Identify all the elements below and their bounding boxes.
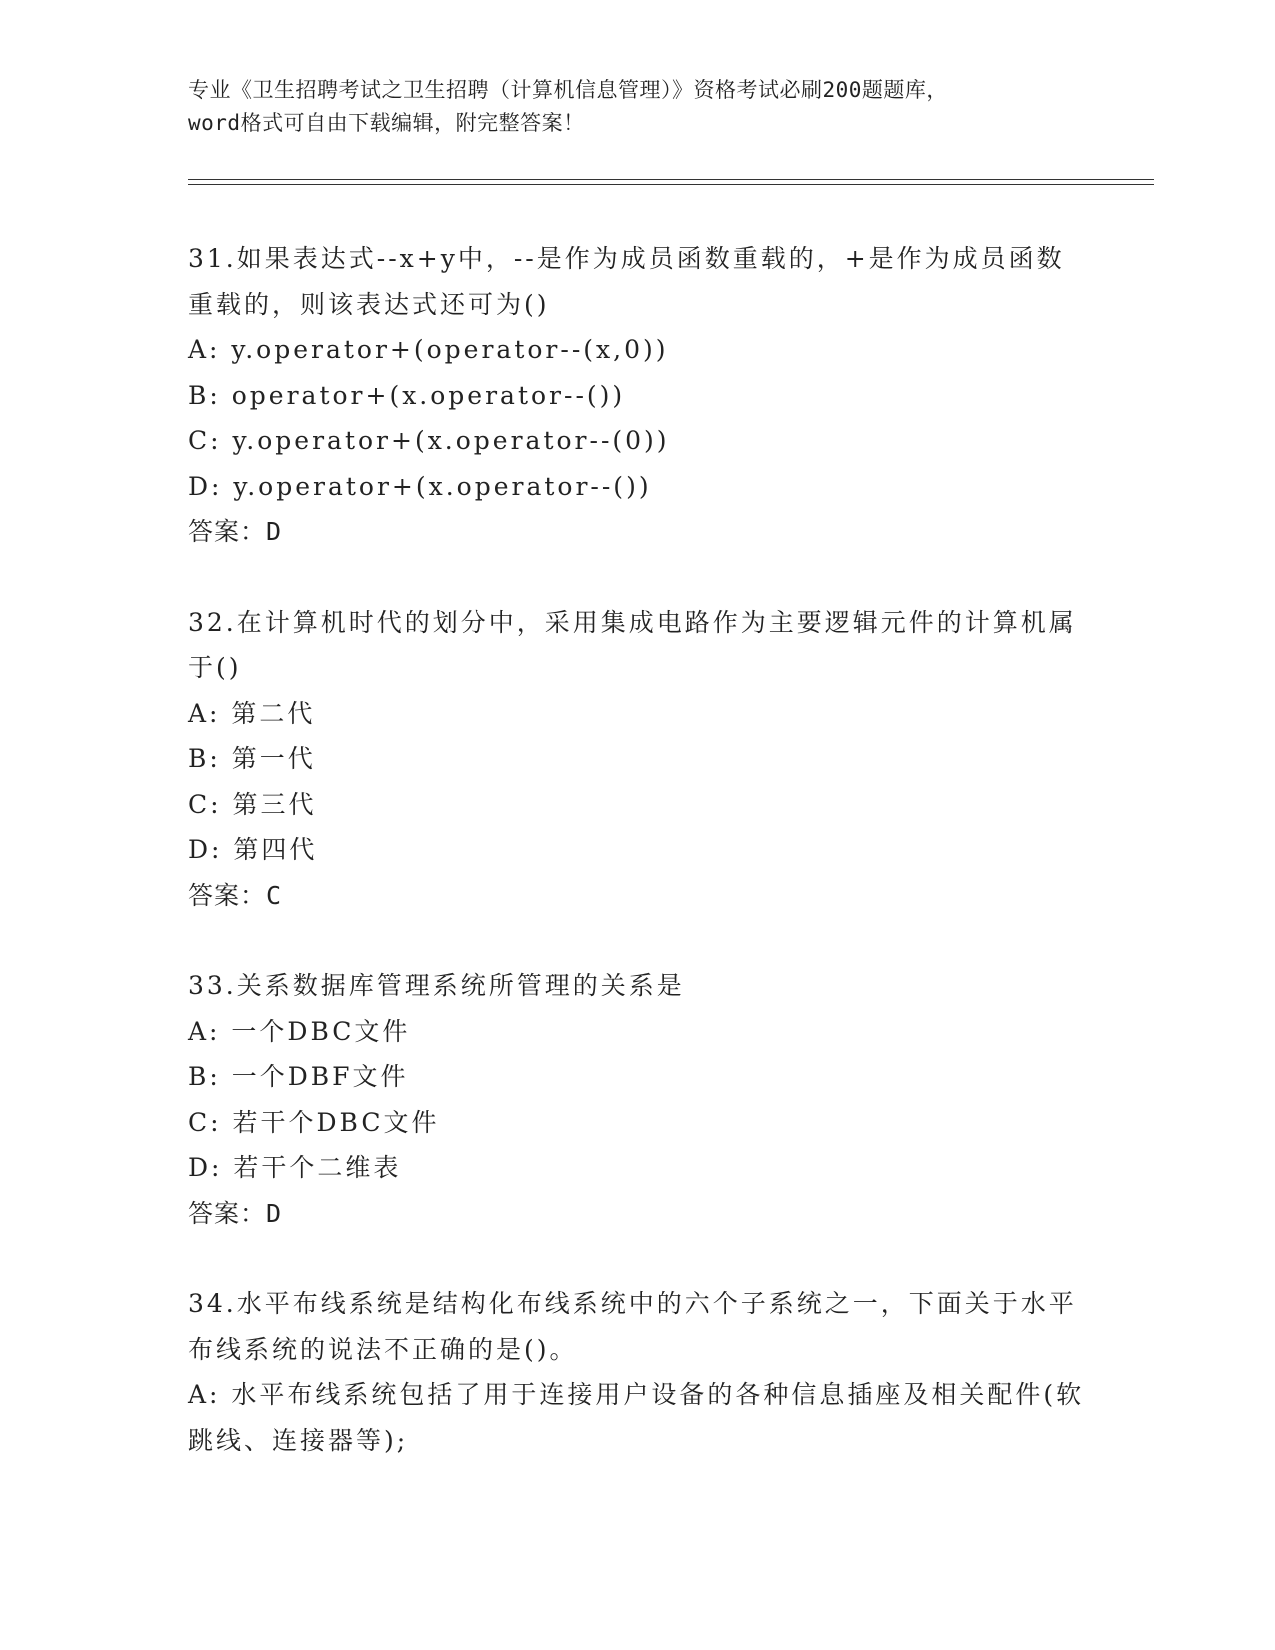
question-text: 34.水平布线系统是结构化布线系统中的六个子系统之一，下面关于水平布线系统的说法不正确的是()。: [188, 1289, 1077, 1364]
option-b: B: 第一代: [188, 744, 316, 773]
header-divider-bottom: [188, 184, 1154, 185]
option-a: A: 第二代: [188, 698, 316, 728]
option-d: D: 第四代: [188, 835, 318, 864]
answer: 答案：D: [188, 517, 283, 546]
option-d: D: y.operator+(x.operator--()): [188, 471, 652, 501]
question-list: [188, 236, 1088, 1508]
option-a: A: 水平布线系统包括了用于连接用户设备的各种信息插座及相关配件(软跳线、连接器等);: [188, 1380, 1085, 1455]
question-31: [188, 236, 1088, 555]
header-line-1: 专业《卫生招聘考试之卫生招聘（计算机信息管理）》资格考试必刷200题题库，: [188, 78, 948, 102]
option-c: C: 若干个DBC文件: [188, 1107, 440, 1137]
question-33: [188, 963, 1088, 1236]
option-b: B: operator+(x.operator--()): [188, 380, 626, 410]
answer: 答案：D: [188, 1198, 283, 1228]
option-a: A: 一个DBC文件: [188, 1016, 411, 1046]
option-c: C: y.operator+(x.operator--(0)): [188, 426, 670, 455]
document-header: [188, 74, 1088, 140]
question-text: 31.如果表达式--x+y中，--是作为成员函数重载的，+是作为成员函数重载的，则该表达式还可为(): [188, 244, 1065, 319]
header-line-2: word格式可自由下载编辑，附完整答案！: [188, 111, 585, 135]
question-32: [188, 600, 1088, 919]
question-text: 33.关系数据库管理系统所管理的关系是: [188, 971, 685, 1000]
answer: 答案：C: [188, 880, 283, 910]
option-b: B: 一个DBF文件: [188, 1062, 409, 1091]
header-divider-top: [188, 179, 1154, 180]
question-text: 32.在计算机时代的划分中，采用集成电路作为主要逻辑元件的计算机属于(): [188, 607, 1077, 682]
option-a: A: y.operator+(operator--(x,0)): [188, 335, 669, 364]
option-c: C: 第三代: [188, 789, 317, 819]
question-34: [188, 1281, 1088, 1463]
option-d: D: 若干个二维表: [188, 1153, 402, 1182]
